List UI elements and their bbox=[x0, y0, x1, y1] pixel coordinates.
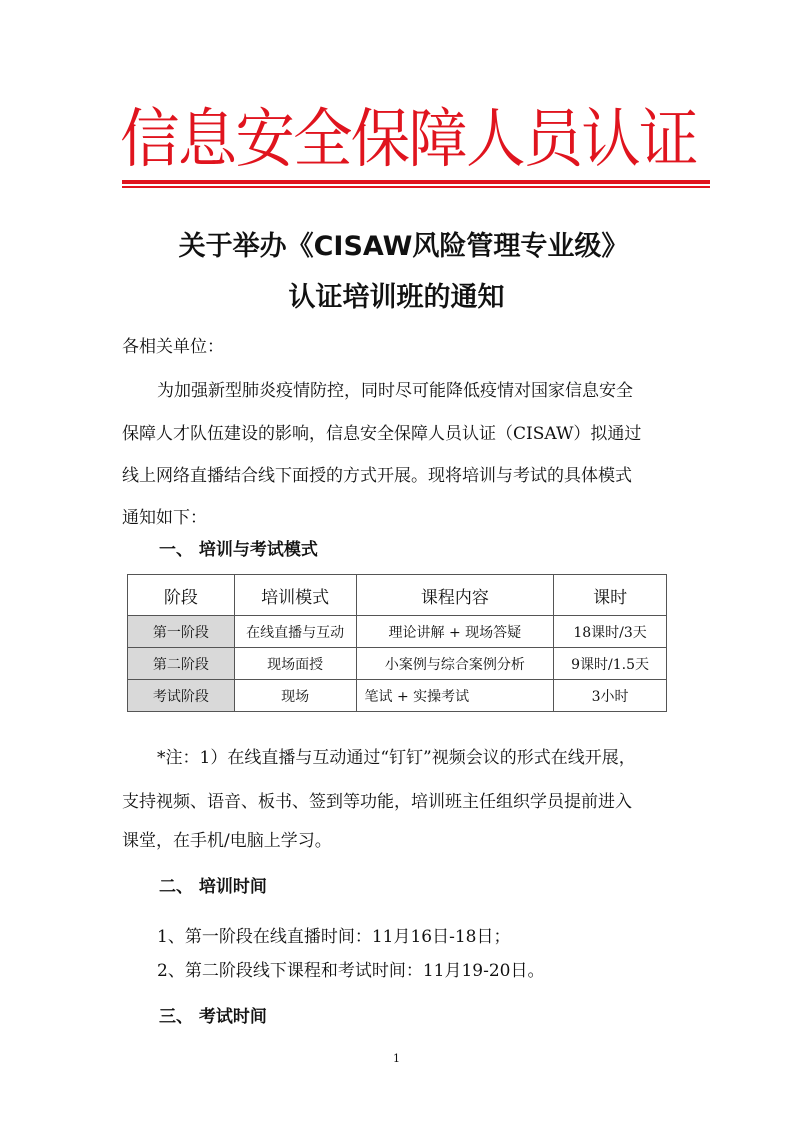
note-line: *注：1）在线直播与互动通过“钉钉”视频会议的形式在线开展， bbox=[157, 748, 636, 768]
section-heading-1: 一、 培训与考试模式 bbox=[159, 540, 318, 560]
intro-line: 为加强新型肺炎疫情防控，同时尽可能降低疫情对国家信息安全 bbox=[157, 381, 633, 401]
banner-rule-thin bbox=[122, 186, 710, 188]
table-row bbox=[128, 680, 667, 712]
note-line: 课堂，在手机/电脑上学习。 bbox=[122, 831, 332, 851]
table-header-cell: 课时 bbox=[554, 575, 667, 616]
intro-line: 线上网络直播结合线下面授的方式开展。现将培训与考试的具体模式 bbox=[122, 466, 632, 486]
table-row bbox=[128, 616, 667, 648]
table-header-cell: 阶段 bbox=[128, 575, 235, 616]
table-cell: 9课时/1.5天 bbox=[554, 648, 667, 680]
table-header-row bbox=[128, 575, 667, 616]
table-cell-stage: 第二阶段 bbox=[128, 648, 235, 680]
table-cell: 18课时/3天 bbox=[554, 616, 667, 648]
table-row bbox=[128, 648, 667, 680]
table-cell-stage: 第一阶段 bbox=[128, 616, 235, 648]
schedule-time-line: 1、第一阶段在线直播时间：11月16日-18日； bbox=[157, 927, 511, 947]
section-heading-2: 二、 培训时间 bbox=[159, 877, 267, 897]
table-header-cell: 课程内容 bbox=[356, 575, 554, 616]
document-title-line-2: 认证培训班的通知 bbox=[288, 282, 505, 313]
table-cell: 3小时 bbox=[554, 680, 667, 712]
intro-line: 保障人才队伍建设的影响，信息安全保障人员认证（CISAW）拟通过 bbox=[122, 424, 642, 444]
table-cell: 笔试 + 实操考试 bbox=[356, 680, 554, 712]
table-cell: 现场 bbox=[234, 680, 356, 712]
table-cell: 在线直播与互动 bbox=[234, 616, 356, 648]
section-heading-3: 三、 考试时间 bbox=[159, 1007, 267, 1027]
intro-line: 通知如下： bbox=[122, 508, 207, 528]
page-number: 1 bbox=[393, 1052, 400, 1065]
banner-title: 信息安全保障人员认证 bbox=[120, 103, 697, 177]
table-cell: 小案例与综合案例分析 bbox=[356, 648, 554, 680]
table-cell: 现场面授 bbox=[234, 648, 356, 680]
table-cell: 理论讲解 + 现场答疑 bbox=[356, 616, 554, 648]
banner-rule-thick bbox=[122, 180, 710, 184]
table-cell-stage: 考试阶段 bbox=[128, 680, 235, 712]
schedule-table bbox=[127, 574, 667, 712]
salutation: 各相关单位： bbox=[122, 337, 224, 357]
document-title-line-1: 关于举办《CISAW风险管理专业级》 bbox=[178, 231, 629, 262]
schedule-time-line: 2、第二阶段线下课程和考试时间：11月19-20日。 bbox=[157, 961, 545, 981]
table-header-cell: 培训模式 bbox=[234, 575, 356, 616]
note-line: 支持视频、语音、板书、签到等功能，培训班主任组织学员提前进入 bbox=[122, 792, 632, 812]
